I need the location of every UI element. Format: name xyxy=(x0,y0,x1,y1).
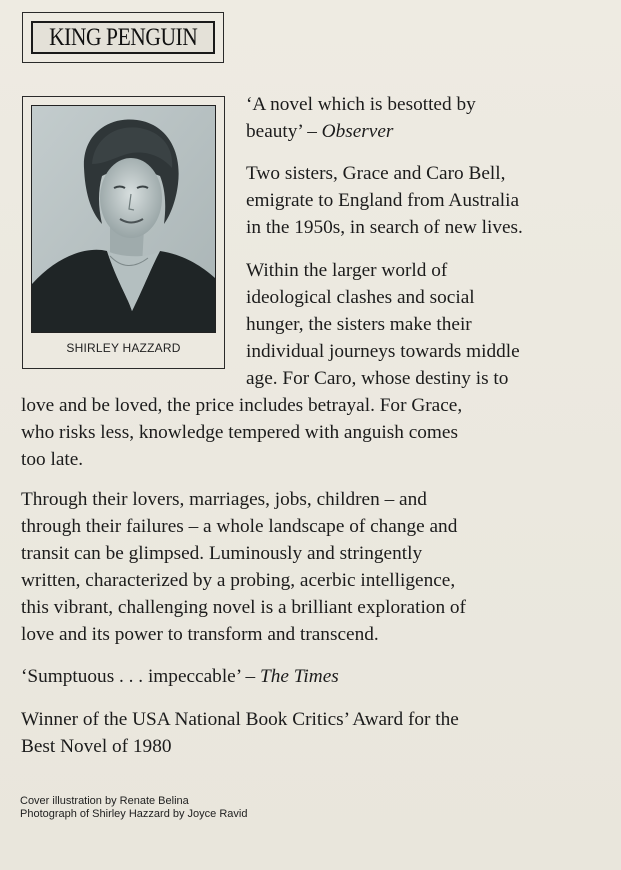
text-line: love and be loved, the price includes betrayal. For Grace, xyxy=(21,395,463,416)
quote-text: ‘Sumptuous . . . impeccable’ – xyxy=(21,666,261,687)
quote-text-line1: ‘A novel which is besotted by xyxy=(246,94,476,115)
text-line: ideological clashes and social xyxy=(246,287,475,308)
text-line: age. For Caro, whose destiny is to xyxy=(246,368,509,389)
text-line: Winner of the USA National Book Critics’ Award for the xyxy=(21,709,459,730)
blurb-paragraph-1 xyxy=(246,160,523,241)
author-photo xyxy=(31,105,216,333)
text-line: through their failures – a whole landscape of change and xyxy=(21,516,458,537)
text-line: Two sisters, Grace and Caro Bell, xyxy=(246,163,506,184)
text-line: Best Novel of 1980 xyxy=(21,736,172,757)
text-line: hunger, the sisters make their xyxy=(246,314,472,335)
publisher-logo-text: KING PENGUIN xyxy=(48,24,198,51)
text-line: who risks less, knowledge tempered with anguish comes xyxy=(21,422,458,443)
text-line: Within the larger world of xyxy=(246,260,448,281)
blurb-paragraph-2 xyxy=(246,257,520,392)
text-line: individual journeys towards middle xyxy=(246,341,520,362)
text-line: in the 1950s, in search of new lives. xyxy=(246,217,523,238)
text-line: this vibrant, challenging novel is a brilliant exploration of xyxy=(21,597,466,618)
blurb-paragraph-3 xyxy=(21,486,466,648)
blurb-paragraph-2-continued xyxy=(21,392,462,473)
review-quote-observer xyxy=(246,91,476,145)
author-photo-frame xyxy=(22,96,225,369)
text-line: too late. xyxy=(21,449,84,470)
publisher-logo-box xyxy=(31,21,215,54)
text-line: written, characterized by a probing, acerbic intelligence, xyxy=(21,570,456,591)
credits xyxy=(20,795,247,821)
text-line: emigrate to England from Australia xyxy=(246,190,520,211)
award-statement xyxy=(21,706,459,760)
text-line: Through their lovers, marriages, jobs, children – and xyxy=(21,489,427,510)
author-portrait-image xyxy=(32,106,215,332)
text-line: transit can be glimpsed. Luminously and stringently xyxy=(21,543,423,564)
text-line: love and its power to transform and transcend. xyxy=(21,624,379,645)
quote-text-line2: beauty’ – xyxy=(246,121,322,142)
quote-source: Observer xyxy=(321,121,394,142)
publisher-logo xyxy=(22,12,224,63)
review-quote-times xyxy=(21,663,339,690)
quote-source: The Times xyxy=(260,666,339,687)
photograph-credit: Photograph of Shirley Hazzard by Joyce Ravid xyxy=(20,808,248,820)
author-photo-caption: SHIRLEY HAZZARD xyxy=(66,341,181,355)
cover-illustration-credit: Cover illustration by Renate Belina xyxy=(20,795,189,807)
